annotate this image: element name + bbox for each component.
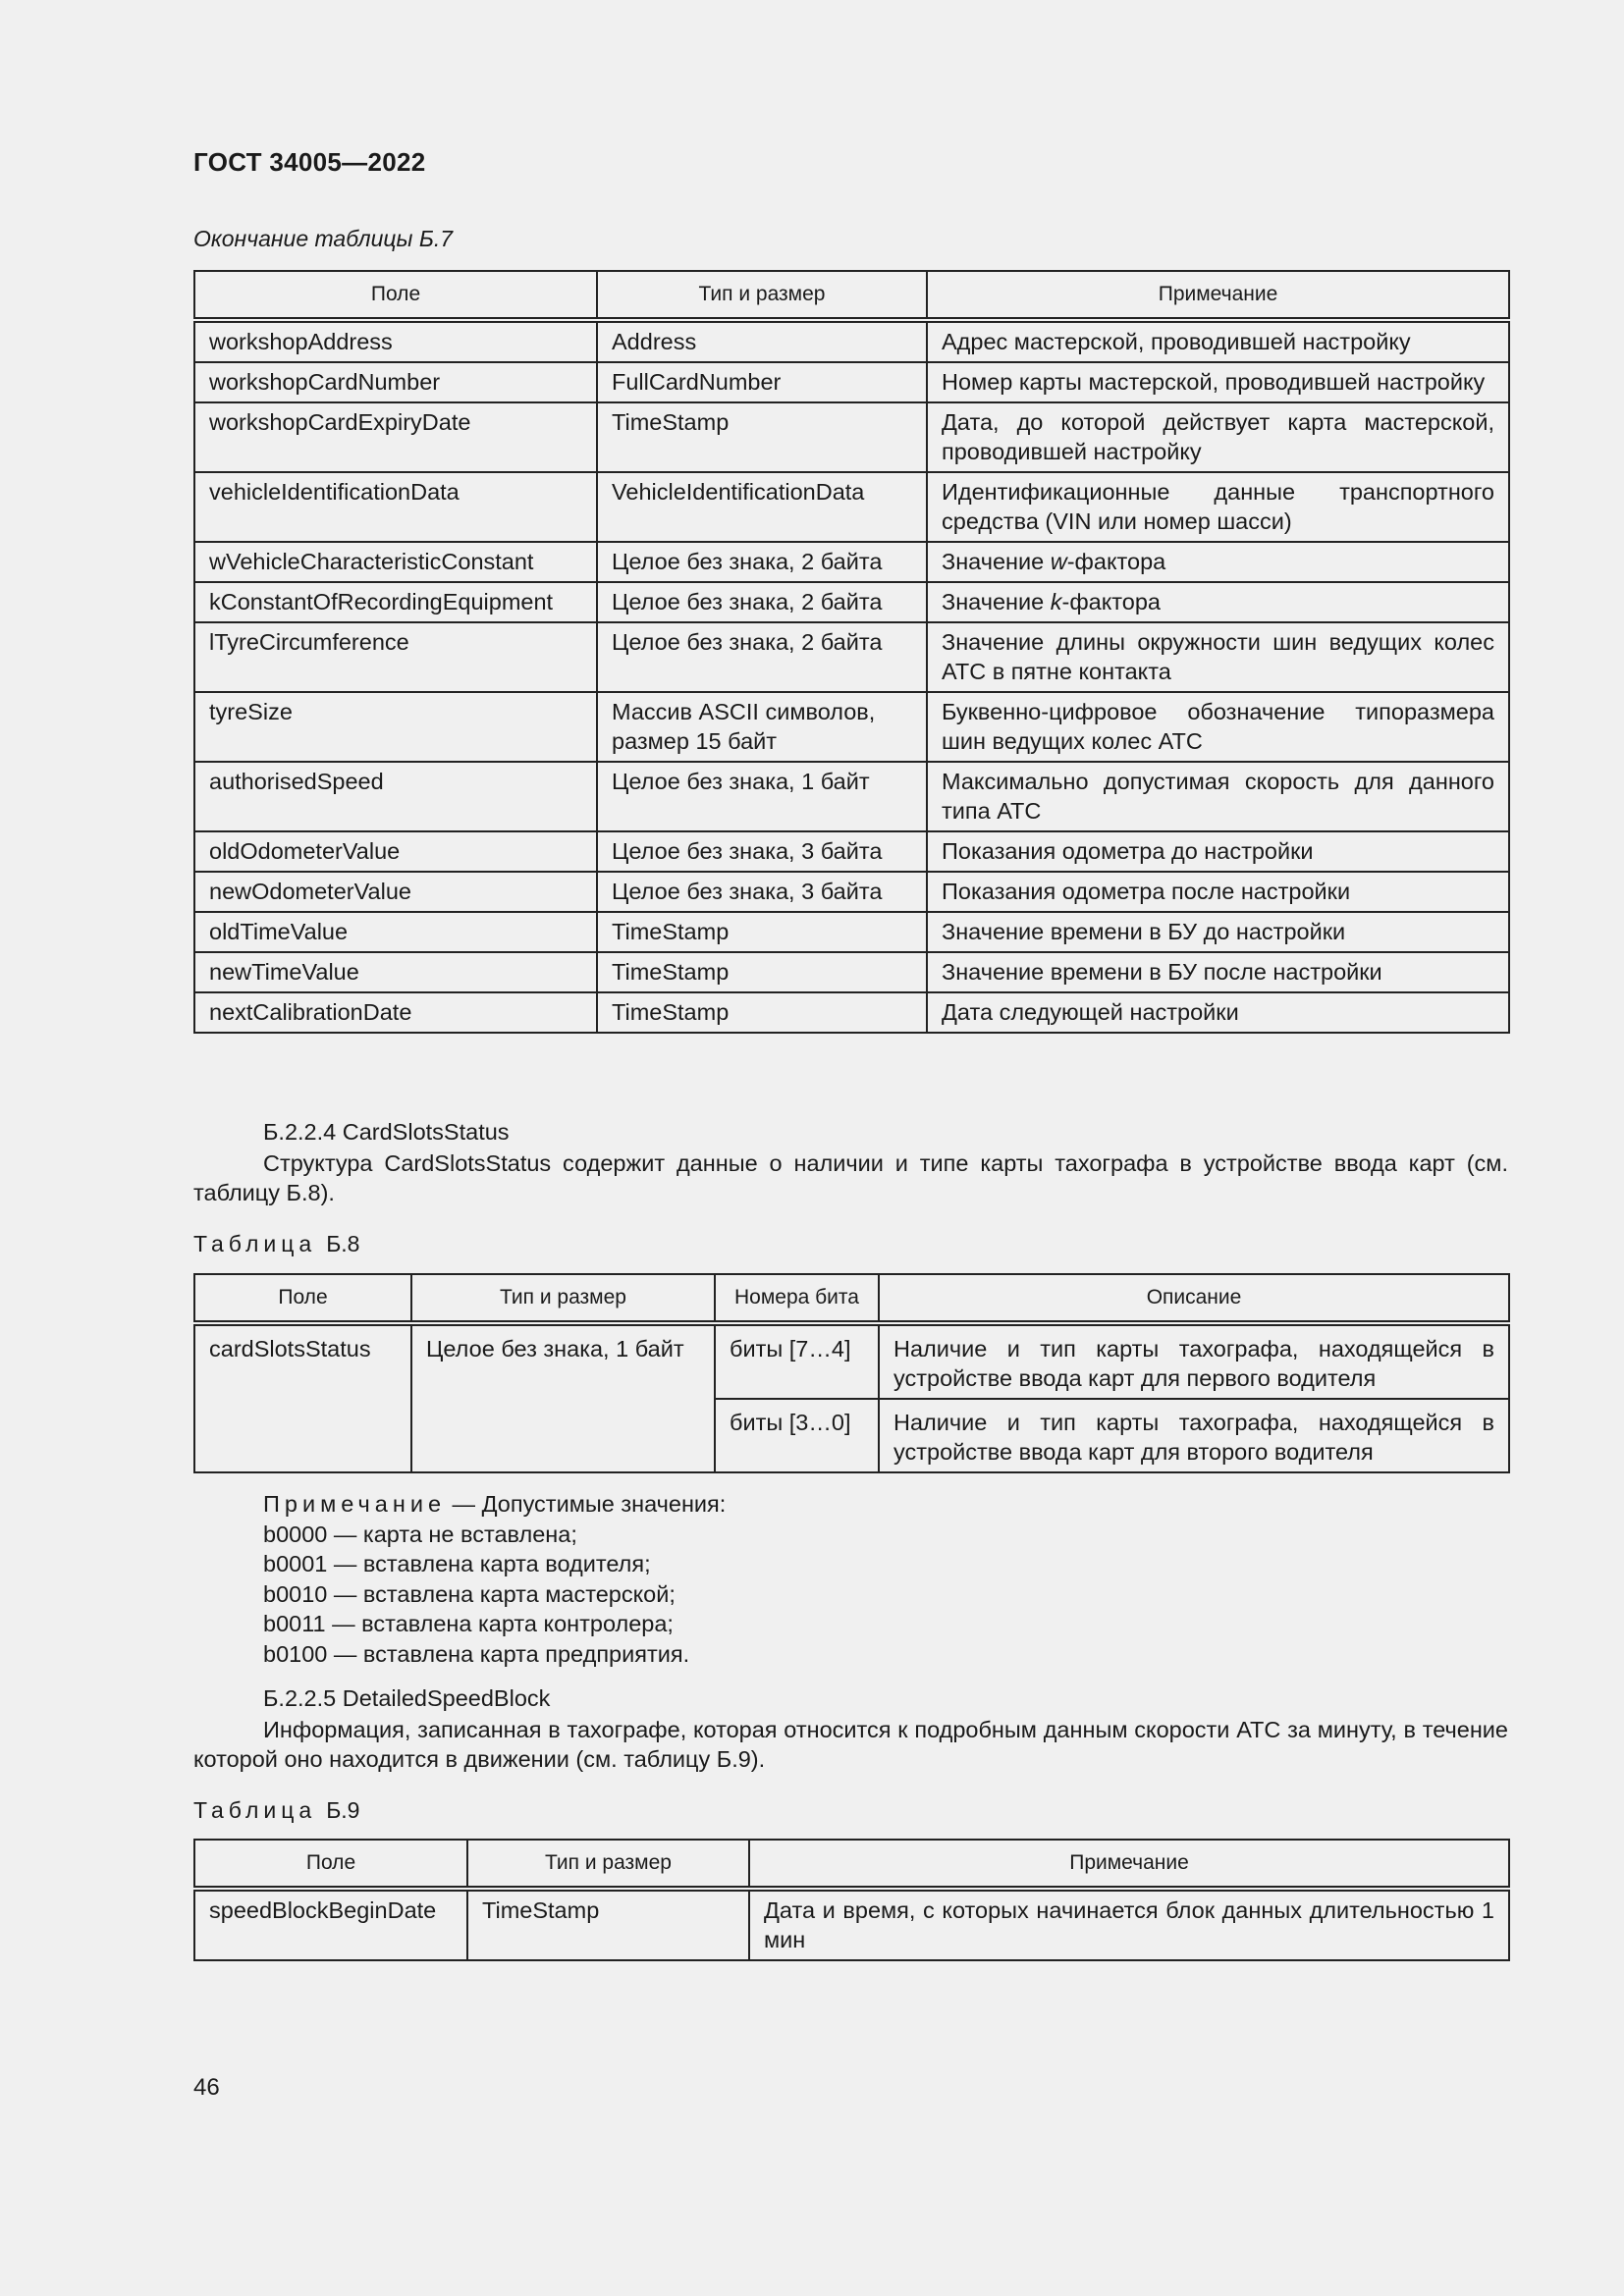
table-b7-type-cell: TimeStamp [597,992,927,1033]
table-row [194,622,1509,692]
table-b7-body [194,320,1509,1033]
table-b9-header-field: Поле [194,1840,467,1889]
note-line: b0011 — вставлена карта контролера; [263,1611,674,1636]
table-b7-note-cell: Адрес мастерской, проводившей настройку [927,320,1509,362]
table-row [194,320,1509,362]
table-b7-caption: Окончание таблицы Б.7 [193,226,454,251]
table-row [194,1323,1509,1399]
table-b7-type-cell: TimeStamp [597,952,927,992]
table-b7-note-cell: Значение w-фактора [927,542,1509,582]
table-b7-field-cell: newTimeValue [194,952,597,992]
table-row [194,992,1509,1033]
note-line: b0010 — вставлена карта мастерской; [263,1580,676,1607]
table-b7-field-cell: nextCalibrationDate [194,992,597,1033]
table-b7-field-cell: wVehicleCharacteristicConstant [194,542,597,582]
table-b7-type-cell: Address [597,320,927,362]
table-b9-caption [193,1797,359,1824]
table-b7-note-cell: Значение длины окружности шин ведущих колес АТС в пятне контакта [927,622,1509,692]
table-b7-note-cell: Номер карты мастерской, проводившей настройку [927,362,1509,402]
table-b9-type-cell: TimeStamp [467,1889,749,1960]
table-row [194,1889,1509,1960]
page-number: 46 [193,2074,220,2101]
table-b8-field-cell: cardSlotsStatus [194,1323,411,1472]
table-b8-caption-num: Б.8 [326,1231,360,1256]
table-b7-type-cell: Целое без знака, 3 байта [597,872,927,912]
table-b8-header-description: Описание [879,1274,1509,1323]
note-line: b0001 — вставлена карта водителя; [263,1551,651,1576]
table-b7-note-cell: Значение времени в БУ после настройки [927,952,1509,992]
table-b7-note-cell: Значение k-фактора [927,582,1509,622]
table-b7-type-cell: Целое без знака, 3 байта [597,831,927,872]
table-b8-caption [193,1231,359,1257]
table-b7-type-cell: Целое без знака, 2 байта [597,582,927,622]
table-row [194,872,1509,912]
table-b9-caption-word: Таблица [193,1797,317,1823]
table-b7-note-cell: Буквенно-цифровое обозначение типоразмера шин ведущих колес АТС [927,692,1509,762]
table-b7-type-cell: TimeStamp [597,912,927,952]
note-block [263,1489,726,1669]
table-b7-header-note: Примечание [927,271,1509,320]
table-row [194,362,1509,402]
table-b9-body [194,1889,1509,1960]
table-row [194,762,1509,831]
table-b9-note-cell: Дата и время, с которых начинается блок данных длительностью 1 мин [749,1889,1509,1960]
table-b7-field-cell: workshopCardNumber [194,362,597,402]
table-b7-field-cell: oldOdometerValue [194,831,597,872]
note-first-line [263,1489,726,1520]
table-b7-field-cell: kConstantOfRecordingEquipment [194,582,597,622]
table-b8-bits-cell: биты [7…4] [715,1323,879,1399]
table-b7-field-cell: workshopCardExpiryDate [194,402,597,472]
table-b7-type-cell: Целое без знака, 2 байта [597,622,927,692]
section-b225-paragraph: Информация, записанная в тахографе, которая относится к подробным данным скорости АТС за минуту, в течение которой оно находится в движении (см. таблицу Б.9). [193,1717,1508,1772]
table-b9-header-note: Примечание [749,1840,1509,1889]
standard-header: ГОСТ 34005—2022 [193,147,426,177]
table-row [194,912,1509,952]
table-b7-header-type: Тип и размер [597,271,927,320]
table-b7-type-cell: Массив ASCII символов, размер 15 байт [597,692,927,762]
table-b7-type-cell: Целое без знака, 1 байт [597,762,927,831]
table-b8-description-cell: Наличие и тип карты тахографа, находящейся в устройстве ввода карт для второго водителя [879,1399,1509,1472]
table-b7-field-cell: authorisedSpeed [194,762,597,831]
table-b7-field-cell: workshopAddress [194,320,597,362]
note-line: b0100 — вставлена карта предприятия. [263,1640,690,1667]
table-b7-type-cell: TimeStamp [597,402,927,472]
table-b7-type-cell: VehicleIdentificationData [597,472,927,542]
table-b7-field-cell: lTyreCircumference [194,622,597,692]
table-b7-note-cell: Показания одометра до настройки [927,831,1509,872]
table-b7-field-cell: vehicleIdentificationData [194,472,597,542]
note-line: b0000 — карта не вставлена; [263,1521,577,1547]
table-row [194,542,1509,582]
table-b8-description-cell: Наличие и тип карты тахографа, находящейся в устройстве ввода карт для первого водителя [879,1323,1509,1399]
section-b224-paragraph: Структура CardSlotsStatus содержит данные о наличии и типе карты тахографа в устройстве ввода карт (см. таблицу Б.8). [193,1150,1508,1205]
table-row [194,472,1509,542]
table-row [194,582,1509,622]
note-intro: — Допустимые значения: [446,1491,727,1517]
table-b8 [193,1273,1510,1473]
table-b7-note-cell: Дата следующей настройки [927,992,1509,1033]
table-b7-note-cell: Показания одометра после настройки [927,872,1509,912]
table-row [194,692,1509,762]
table-b8-header-field: Поле [194,1274,411,1323]
section-b224-heading: Б.2.2.4 CardSlotsStatus [263,1119,510,1145]
table-b7-header-field: Поле [194,271,597,320]
table-row [194,402,1509,472]
table-b7-field-cell: tyreSize [194,692,597,762]
table-b7-note-cell: Максимально допустимая скорость для данного типа АТС [927,762,1509,831]
table-b8-header-bits: Номера бита [715,1274,879,1323]
table-b7-type-cell: Целое без знака, 2 байта [597,542,927,582]
table-b9 [193,1839,1510,1961]
note-title: Примечание [263,1491,447,1517]
table-b7 [193,270,1510,1034]
table-b9-field-cell: speedBlockBeginDate [194,1889,467,1960]
table-b7-field-cell: oldTimeValue [194,912,597,952]
table-b8-caption-word: Таблица [193,1231,317,1256]
table-row [194,831,1509,872]
table-b7-note-cell: Значение времени в БУ до настройки [927,912,1509,952]
table-b9-header-type: Тип и размер [467,1840,749,1889]
table-row [194,952,1509,992]
table-b9-caption-num: Б.9 [326,1797,360,1823]
table-b7-field-cell: newOdometerValue [194,872,597,912]
table-b8-header-type: Тип и размер [411,1274,715,1323]
table-b8-type-cell: Целое без знака, 1 байт [411,1323,715,1472]
table-b8-bits-cell: биты [3…0] [715,1399,879,1472]
table-b7-note-cell: Идентификационные данные транспортного средства (VIN или номер шасси) [927,472,1509,542]
table-b7-type-cell: FullCardNumber [597,362,927,402]
table-b7-note-cell: Дата, до которой действует карта мастерской, проводившей настройку [927,402,1509,472]
section-b225-heading: Б.2.2.5 DetailedSpeedBlock [263,1685,551,1711]
